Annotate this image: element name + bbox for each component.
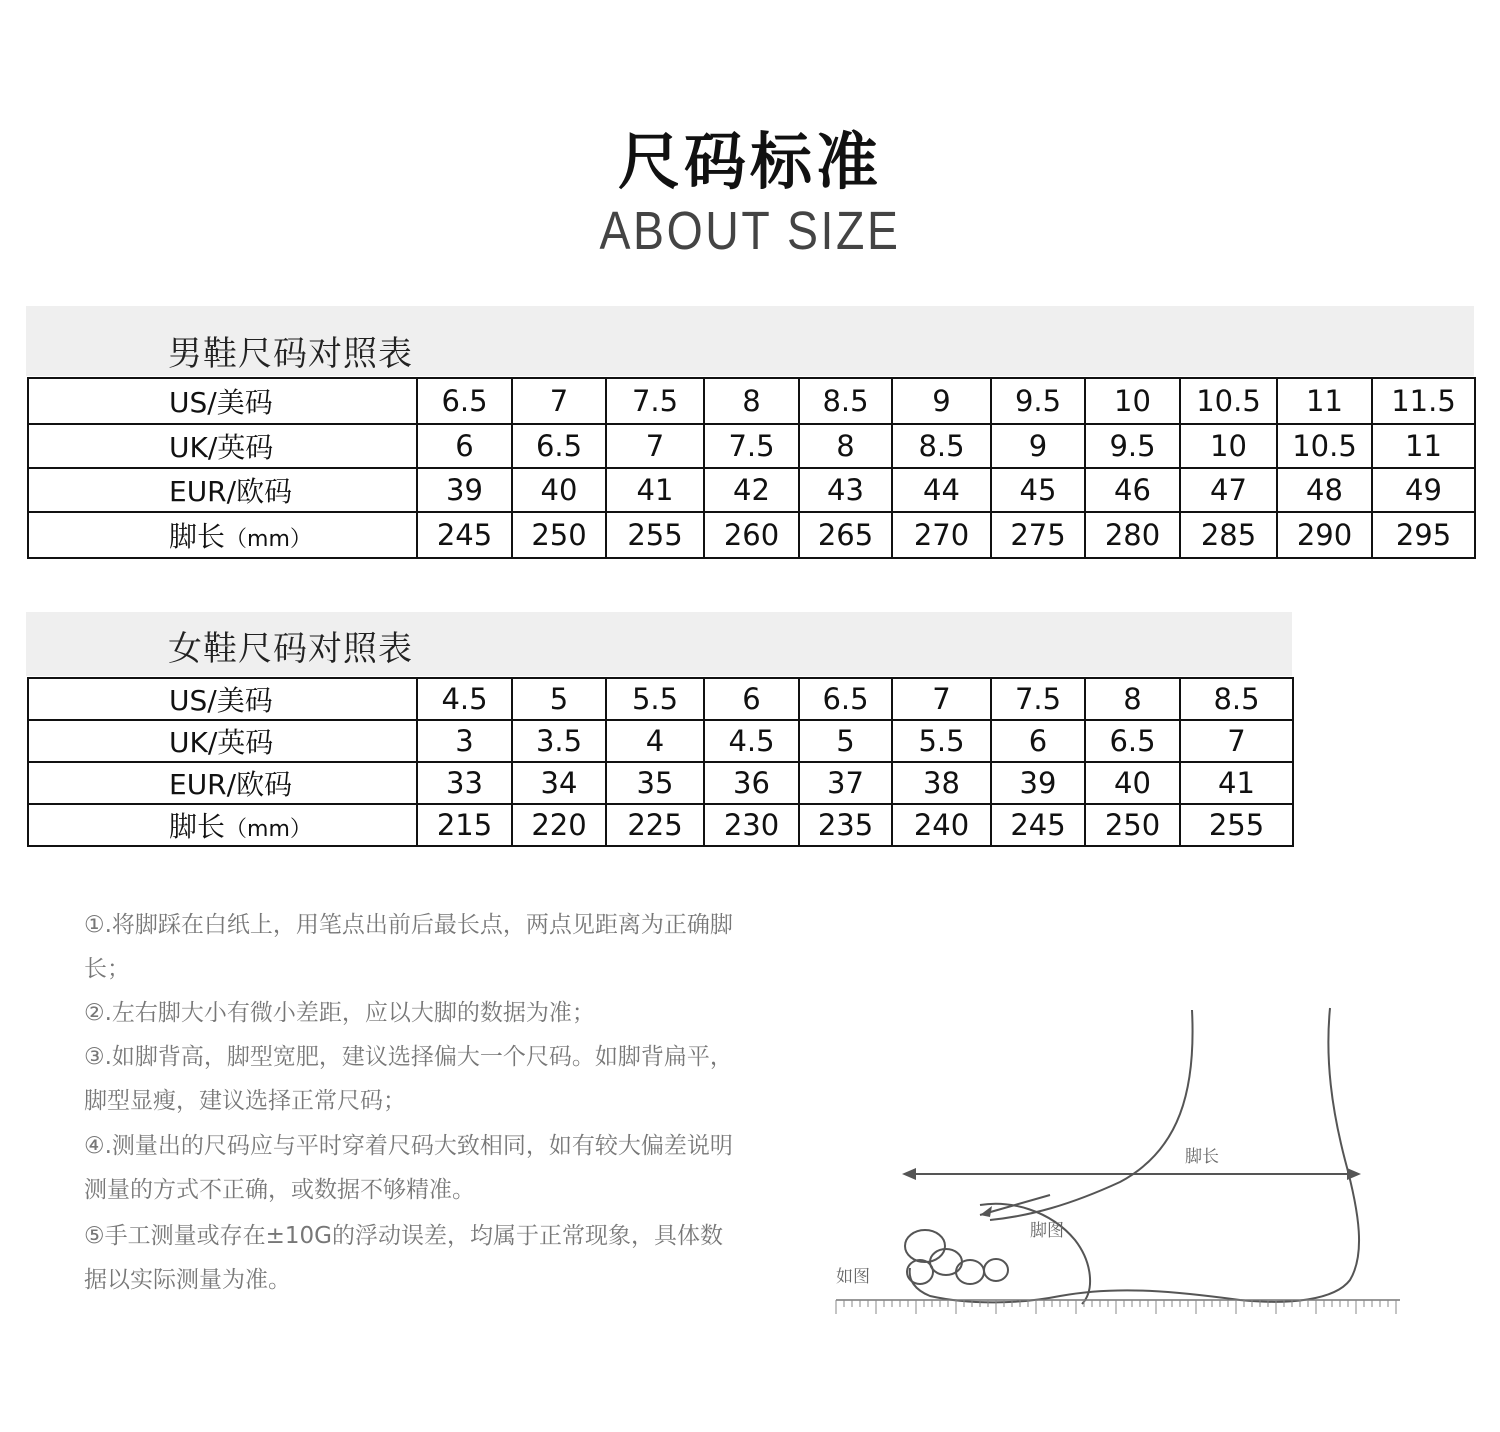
size-cell: 245 [417,512,512,558]
size-cell: 46 [1085,468,1180,512]
page-subtitle: ABOUT SIZE [599,201,901,261]
size-cell: 5.5 [606,678,704,720]
row-unit: （mm） [225,817,312,842]
women-size-table [27,677,1294,847]
size-cell: 8 [704,378,799,424]
size-cell: 260 [704,512,799,558]
row-unit: （mm） [225,527,312,552]
row-label [28,378,417,424]
row-label [28,804,417,846]
size-cell: 215 [417,804,512,846]
size-cell: 7 [512,378,606,424]
size-cell: 220 [512,804,606,846]
size-cell: 48 [1277,468,1372,512]
size-cell: 295 [1372,512,1475,558]
size-cell: 11.5 [1372,378,1475,424]
size-cell: 9 [991,424,1085,468]
size-cell: 8.5 [892,424,991,468]
size-row [28,720,1293,762]
size-row [28,424,1475,468]
size-cell: 3.5 [512,720,606,762]
row-label [28,720,417,762]
size-cell: 10 [1180,424,1277,468]
row-label [28,762,417,804]
size-cell: 34 [512,762,606,804]
size-cell: 7 [892,678,991,720]
row-label-text: US/美码 [169,684,273,717]
size-cell: 250 [512,512,606,558]
size-cell: 6.5 [417,378,512,424]
size-cell: 265 [799,512,892,558]
size-cell: 4.5 [704,720,799,762]
size-cell: 38 [892,762,991,804]
size-cell: 11 [1372,424,1475,468]
size-row [28,678,1293,720]
size-cell: 6 [704,678,799,720]
size-cell: 240 [892,804,991,846]
size-cell: 41 [1180,762,1293,804]
size-row [28,762,1293,804]
size-cell: 235 [799,804,892,846]
size-cell: 290 [1277,512,1372,558]
size-cell: 8 [1085,678,1180,720]
size-cell: 33 [417,762,512,804]
size-cell: 10.5 [1277,424,1372,468]
row-label-text: UK/英码 [169,726,274,759]
foot-length-label: 脚长 [1185,1147,1219,1167]
size-cell: 225 [606,804,704,846]
size-cell: 3 [417,720,512,762]
note-1: ①.将脚踩在白纸上，用笔点出前后最长点，两点见距离为正确脚长； [84,912,733,982]
row-label-text: US/美码 [169,386,273,419]
size-cell: 45 [991,468,1085,512]
size-row [28,804,1293,846]
row-label [28,424,417,468]
size-cell: 5 [799,720,892,762]
size-cell: 11 [1277,378,1372,424]
size-cell: 7.5 [606,378,704,424]
page-title: 尺码标准 [617,125,882,198]
row-label [28,468,417,512]
foot-side-label: 如图 [836,1267,870,1287]
men-size-table [27,377,1476,559]
size-cell: 8.5 [1180,678,1293,720]
size-cell: 40 [1085,762,1180,804]
size-cell: 7 [606,424,704,468]
size-cell: 9.5 [991,378,1085,424]
size-cell: 36 [704,762,799,804]
size-cell: 6.5 [512,424,606,468]
size-cell: 7.5 [704,424,799,468]
row-label [28,512,417,558]
size-cell: 8.5 [799,378,892,424]
size-cell: 250 [1085,804,1180,846]
row-label-text: UK/英码 [169,431,274,464]
size-cell: 9 [892,378,991,424]
size-cell: 42 [704,468,799,512]
foot-measurement-diagram [820,1000,1420,1330]
size-cell: 43 [799,468,892,512]
size-cell: 35 [606,762,704,804]
size-row [28,378,1475,424]
foot-outline [990,1010,1193,1220]
size-cell: 40 [512,468,606,512]
size-cell: 9.5 [1085,424,1180,468]
size-cell: 230 [704,804,799,846]
note-4: ④.测量出的尺码应与平时穿着尺码大致相同，如有较大偏差说明测量的方式不正确，或数据不够精准。 [84,1133,733,1203]
size-cell: 49 [1372,468,1475,512]
size-cell: 6 [417,424,512,468]
size-cell: 39 [991,762,1085,804]
foot-point-label: 脚图 [1030,1221,1064,1241]
size-cell: 5 [512,678,606,720]
size-cell: 275 [991,512,1085,558]
size-cell: 37 [799,762,892,804]
size-cell: 41 [606,468,704,512]
row-label-text: 脚长 [169,810,226,843]
row-label-text: EUR/欧码 [169,475,293,508]
size-cell: 245 [991,804,1085,846]
size-cell: 270 [892,512,991,558]
row-label [28,678,417,720]
size-cell: 280 [1085,512,1180,558]
size-cell: 5.5 [892,720,991,762]
size-cell: 4.5 [417,678,512,720]
men-section-title: 男鞋尺码对照表 [168,334,413,374]
size-cell: 10.5 [1180,378,1277,424]
size-cell: 6 [991,720,1085,762]
size-cell: 7 [1180,720,1293,762]
size-cell: 8 [799,424,892,468]
size-cell: 39 [417,468,512,512]
note-3: ③.如脚背高，脚型宽肥，建议选择偏大一个尺码。如脚背扁平，脚型显瘦，建议选择正常尺码； [84,1044,733,1114]
size-cell: 44 [892,468,991,512]
size-cell: 6.5 [799,678,892,720]
size-cell: 285 [1180,512,1277,558]
women-section-title: 女鞋尺码对照表 [168,629,413,669]
size-row [28,512,1475,558]
size-cell: 255 [606,512,704,558]
size-cell: 7.5 [991,678,1085,720]
size-cell: 47 [1180,468,1277,512]
note-2: ②.左右脚大小有微小差距，应以大脚的数据为准； [84,1000,595,1026]
row-label-text: EUR/欧码 [169,768,293,801]
size-row [28,468,1475,512]
size-cell: 255 [1180,804,1293,846]
size-cell: 4 [606,720,704,762]
note-5: ⑤手工测量或存在±10G的浮动误差，均属于正常现象，具体数据以实际测量为准。 [84,1223,723,1293]
row-label-text: 脚长 [169,520,226,553]
size-cell: 10 [1085,378,1180,424]
size-cell: 6.5 [1085,720,1180,762]
